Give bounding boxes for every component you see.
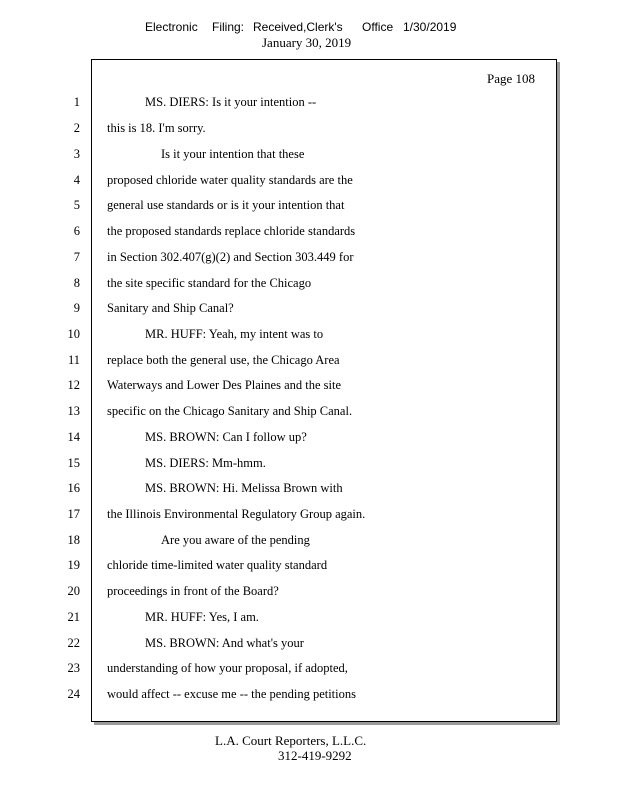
line-number: 4 [73, 173, 80, 187]
transcript-line: understanding of how your proposal, if adopted, [107, 661, 348, 675]
stamp-date-short: 1/30/2019 [403, 20, 457, 34]
line-number: 1 [73, 95, 80, 109]
transcript-line: this is 18. I'm sorry. [107, 121, 206, 135]
line-number: 18 [67, 533, 80, 547]
transcript-line: Is it your intention that these [161, 147, 305, 161]
transcript-line: chloride time-limited water quality standard [107, 558, 328, 572]
transcript-line: the site specific standard for the Chicago [107, 276, 312, 290]
transcript-line: Sanitary and Ship Canal? [107, 301, 234, 315]
line-number: 9 [73, 301, 80, 315]
line-number: 24 [67, 687, 80, 701]
line-number: 7 [73, 250, 80, 264]
line-number: 8 [73, 276, 80, 290]
transcript-line: MS. DIERS: Is it your intention -- [145, 95, 317, 109]
line-number: 16 [67, 481, 80, 495]
transcript-line: the proposed standards replace chloride standards [107, 224, 356, 238]
line-number: 2 [73, 121, 80, 135]
line-number: 22 [67, 636, 80, 650]
transcript-line: MS. DIERS: Mm-hmm. [145, 456, 266, 470]
line-number: 11 [67, 353, 80, 367]
line-number: 20 [67, 584, 80, 598]
line-number: 5 [73, 198, 80, 212]
transcript-line: MS. BROWN: Can I follow up? [145, 430, 307, 444]
transcript-line: Are you aware of the pending [161, 533, 310, 547]
line-number: 21 [67, 610, 80, 624]
stamp-filing: Filing: [212, 20, 245, 34]
transcript-line: MR. HUFF: Yeah, my intent was to [145, 327, 324, 341]
transcript-line: MS. BROWN: Hi. Melissa Brown with [145, 481, 343, 495]
line-number: 15 [67, 456, 80, 470]
transcript-line: in Section 302.407(g)(2) and Section 303.449 for [107, 250, 354, 264]
footer-phone: 312-419-9292 [278, 748, 352, 763]
transcript-line: general use standards or is it your intention that [107, 198, 345, 212]
stamp-date-long: January 30, 2019 [262, 35, 352, 50]
stamp-received: Received,Clerk's [253, 20, 343, 34]
transcript-line: MS. BROWN: And what's your [145, 636, 304, 650]
line-number: 23 [67, 661, 80, 675]
line-number: 12 [67, 378, 80, 392]
line-number: 17 [67, 507, 80, 521]
page-number: Page 108 [487, 71, 536, 86]
transcript-line: MR. HUFF: Yes, I am. [145, 610, 259, 624]
transcript-line: proceedings in front of the Board? [107, 584, 279, 598]
transcript-line: specific on the Chicago Sanitary and Ship Canal. [107, 404, 353, 418]
transcript-line: replace both the general use, the Chicago Area [107, 353, 340, 367]
filing-stamp [0, 20, 618, 34]
transcript-line: would affect -- excuse me -- the pending petitions [107, 687, 356, 701]
line-number: 13 [67, 404, 80, 418]
transcript-line: proposed chloride water quality standards are the [107, 173, 353, 187]
transcript-line: the Illinois Environmental Regulatory Group again. [107, 507, 366, 521]
line-number: 14 [67, 430, 80, 444]
line-number: 10 [67, 327, 80, 341]
stamp-office: Office [362, 20, 394, 34]
line-number: 19 [67, 558, 80, 572]
stamp-electronic: Electronic [145, 20, 198, 34]
footer-company: L.A. Court Reporters, L.L.C. [215, 733, 367, 748]
line-number: 3 [73, 147, 80, 161]
line-number: 6 [73, 224, 80, 238]
transcript-line: Waterways and Lower Des Plaines and the site [107, 378, 341, 392]
